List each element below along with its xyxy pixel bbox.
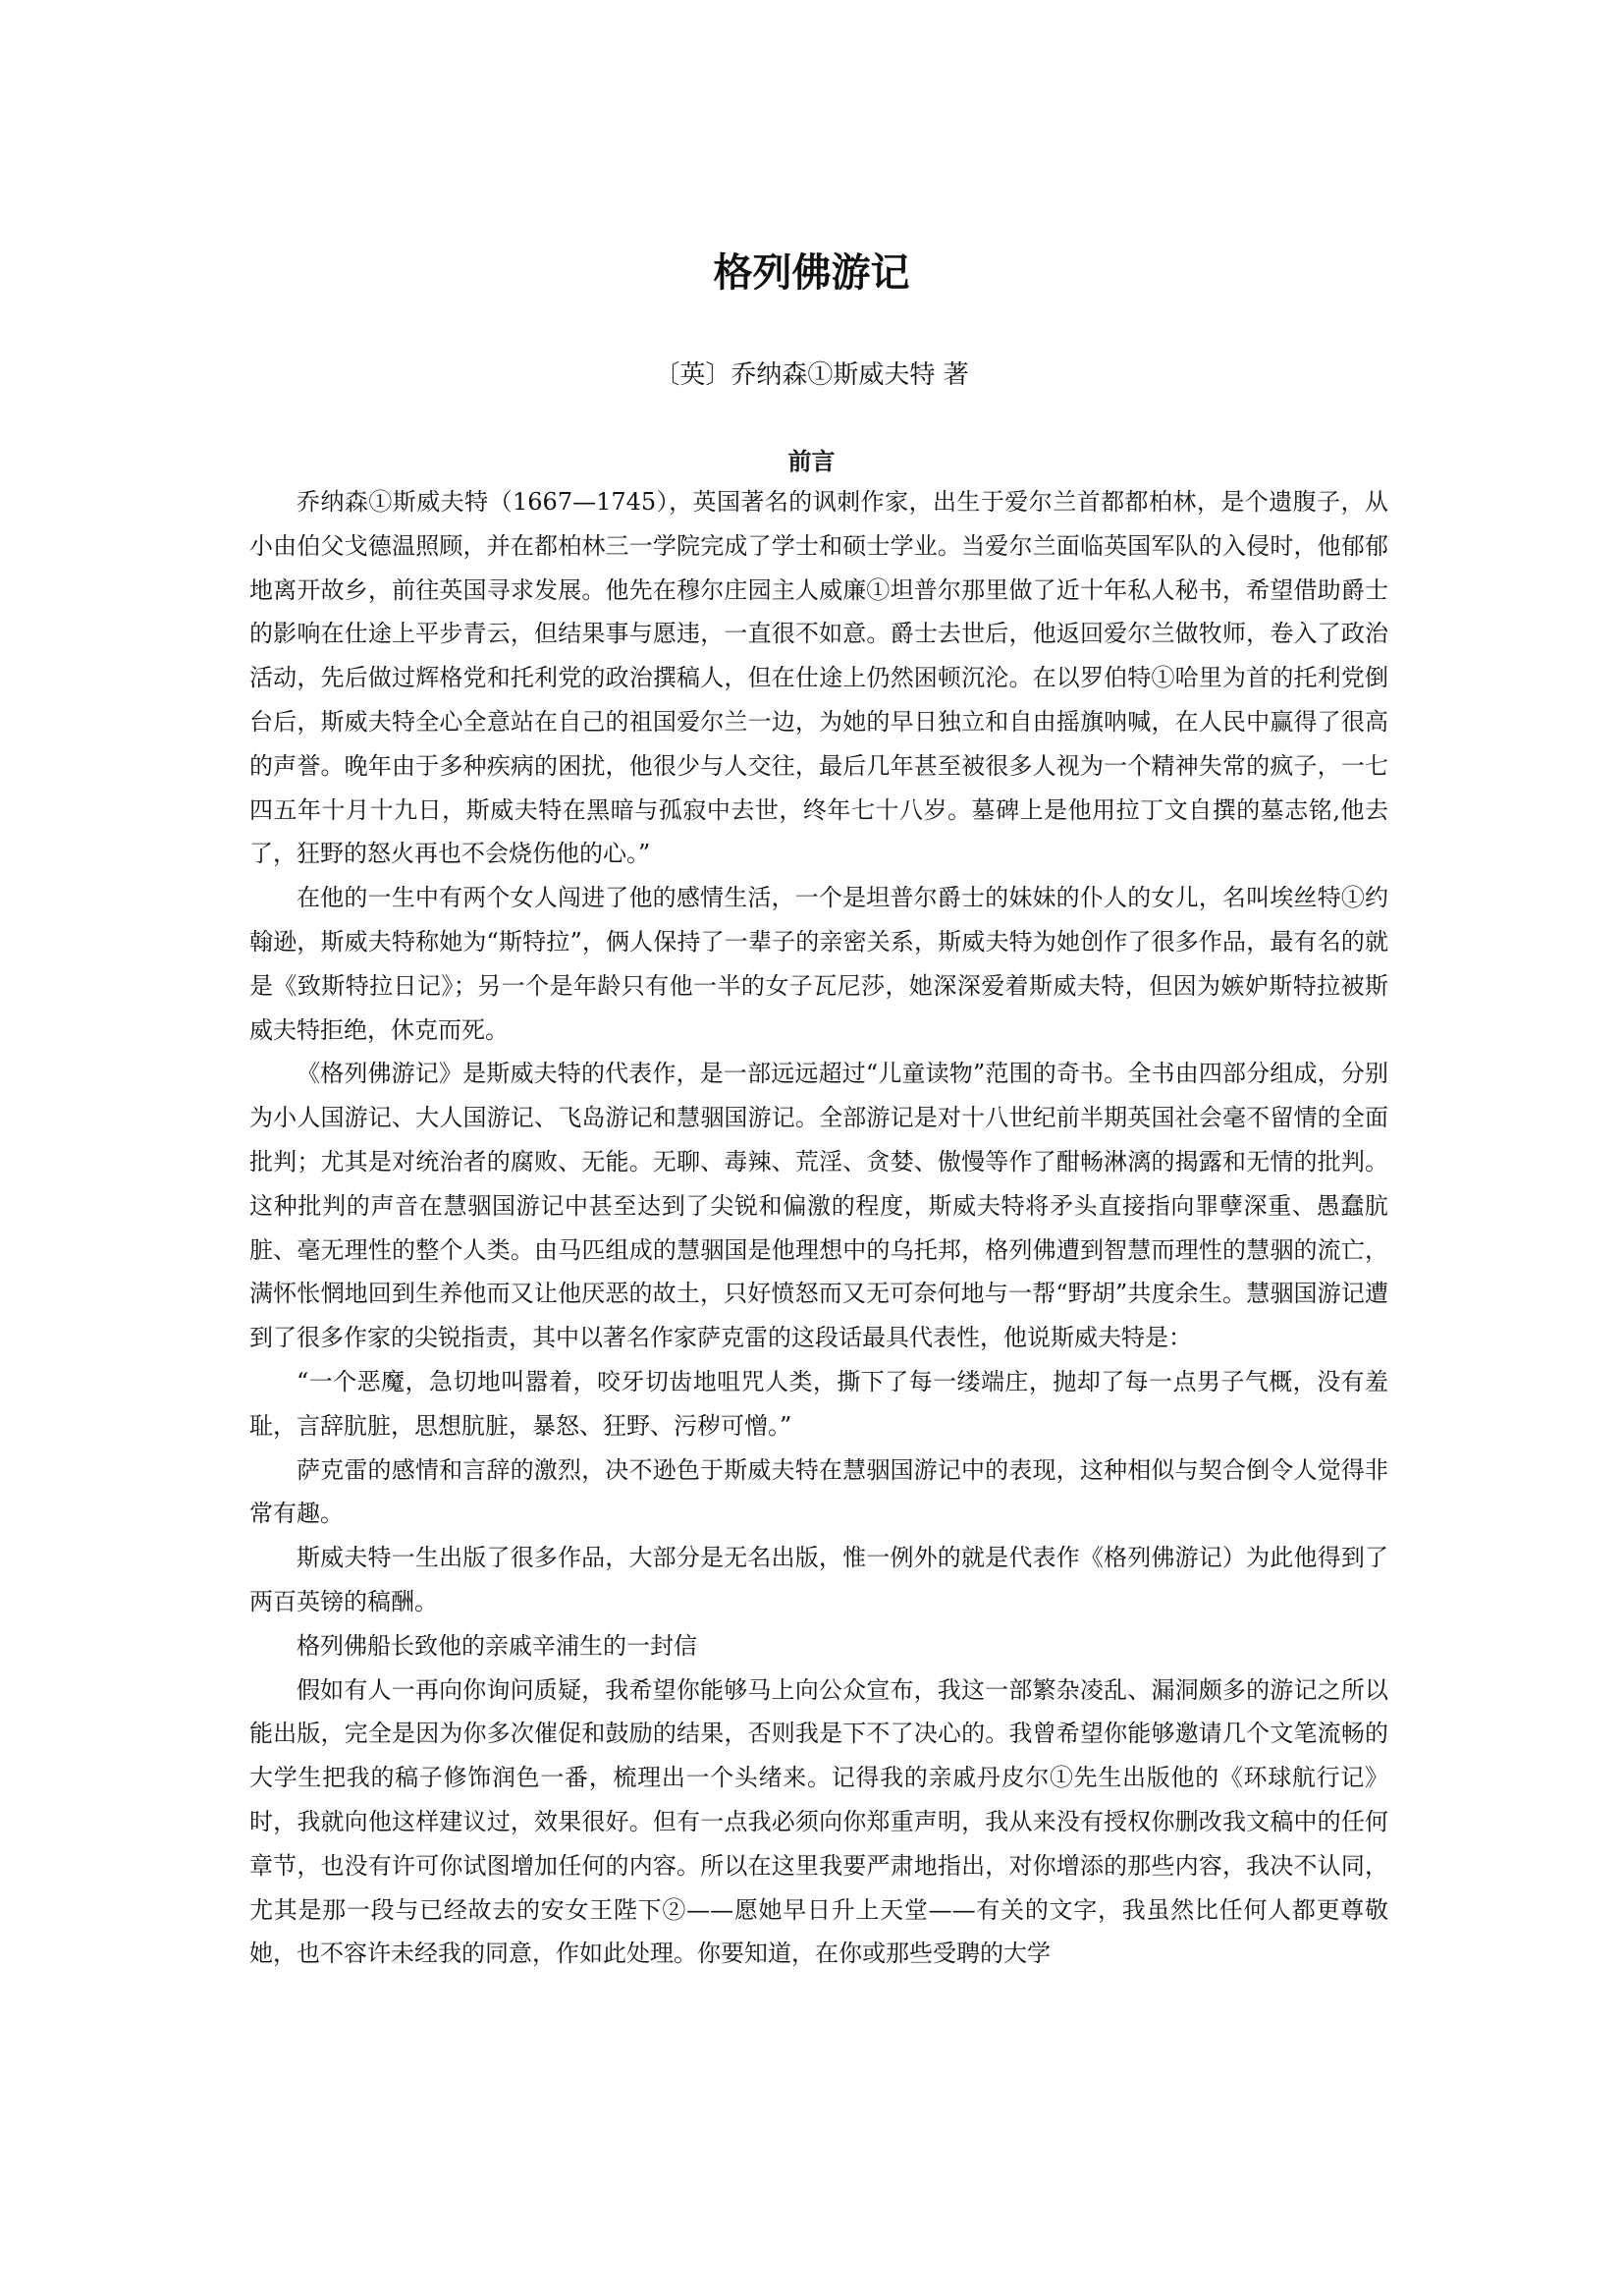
quotation-paragraph: “一个恶魔，急切地叫嚣着，咬牙切齿地咀咒人类，撕下了每一缕端庄，抛却了每一点男子气概，没有羞耻，言辞肮脏，思想肮脏，暴怒、狂野、污秽可憎。” bbox=[249, 1367, 1388, 1440]
author-line: 〔英〕乔纳森①斯威夫特 著 bbox=[654, 360, 969, 390]
paragraph: 假如有人一再向你询问质疑，我希望你能够马上向公众宣布，我这一部繁杂凌乱、漏洞颇多的游记之所以能出版，完全是因为你多次催促和鼓励的结果，否则我是下不了决心的。我曾希望你能够邀请几个文笔流畅的大学生把我的稿子修饰润色一番，梳理出一个头绪来。记得我的亲戚丹皮尔①先生出版他的《环球航行记》时，我就向他这样建议过，效果很好。但有一点我必须向你郑重声明，我从来没有授权你删改我文稿中的任何章节，也没有许可你试图增加任何的内容。所以在这里我要严肃地指出，对你增添的那些内容，我决不认同，尤其是那一段与已经故去的安女王陛下②——愿她早日升上天堂——有关的文字，我虽然比任何人都更尊敬她，也不容许未经我的同意，作如此处理。你要知道，在你或那些受聘的大学 bbox=[249, 1675, 1388, 1968]
paragraph: 《格列佛游记》是斯威夫特的代表作，是一部远远超过“儿童读物”范围的奇书。全书由四部分组成，分别为小人国游记、大人国游记、飞岛游记和慧骃国游记。全部游记是对十八世纪前半期英国社会毫不留情的全面批判；尤其是对统治者的腐败、无能。无聊、毒辣、荒淫、贪婪、傲慢等作了酣畅淋漓的揭露和无情的批判。这种批判的声音在慧骃国游记中甚至达到了尖锐和偏激的程度，斯威夫特将矛头直接指向罪孽深重、愚蠢肮脏、毫无理性的整个人类。由马匹组成的慧骃国是他理想中的乌托邦，格列佛遭到智慧而理性的慧骃的流亡，满怀怅惘地回到生养他而又让他厌恶的故土，只好愤怒而又无可奈何地与一帮“野胡”共度余生。慧骃国游记遭到了很多作家的尖锐指责，其中以著名作家萨克雷的这段话最具代表性，他说斯威夫特是： bbox=[249, 1060, 1388, 1352]
body-text bbox=[249, 480, 1388, 1976]
paragraph: 乔纳森①斯威夫特（1667—1745），英国著名的讽刺作家，出生于爱尔兰首都都柏林，是个遗腹子，从小由伯父戈德温照顾，并在都柏林三一学院完成了学士和硕士学业。当爱尔兰面临英国军队的入侵时，他郁郁地离开故乡，前往英国寻求发展。他先在穆尔庄园主人威廉①坦普尔那里做了近十年私人秘书，希望借助爵士的影响在仕途上平步青云，但结果事与愿违，一直很不如意。爵士去世后，他返回爱尔兰做牧师，卷入了政治活动，先后做过辉格党和托利党的政治撰稿人，但在仕途上仍然困顿沉沦。在以罗伯特①哈里为首的托利党倒台后，斯威夫特全心全意站在自己的祖国爱尔兰一边，为她的早日独立和自由摇旗呐喊，在人民中赢得了很高的声誉。晚年由于多种疾病的困扰，他很少与人交往，最后几年甚至被很多人视为一个精神失常的疯子，一七四五年十月十九日，斯威夫特在黑暗与孤寂中去世，终年七十八岁。墓碑上是他用拉丁文自撰的墓志铭,他去了，狂野的怒火再也不会烧伤他的心。” bbox=[249, 488, 1388, 868]
section-heading: 前言 bbox=[787, 448, 836, 475]
document-title: 格列佛游记 bbox=[713, 250, 910, 296]
paragraph: 斯威夫特一生出版了很多作品，大部分是无名出版，惟一例外的就是代表作《格列佛游记）为此他得到了两百英镑的稿酬。 bbox=[249, 1544, 1388, 1615]
paragraph: 萨克雷的感情和言辞的激烈，决不逊色于斯威夫特在慧骃国游记中的表现，这种相似与契合倒令人觉得非常有趣。 bbox=[249, 1455, 1388, 1528]
letter-heading: 格列佛船长致他的亲戚辛浦生的一封信 bbox=[297, 1631, 697, 1660]
paragraph: 在他的一生中有两个女人闯进了他的感情生活，一个是坦普尔爵士的妹妹的仆人的女儿，名叫埃丝特①约翰逊，斯威夫特称她为“斯特拉”，俩人保持了一辈子的亲密关系，斯威夫特为她创作了很多作品，最有名的就是《致斯特拉日记》；另一个是年龄只有他一半的女子瓦尼莎，她深深爱着斯威夫特，但因为嫉妒斯特拉被斯威夫特拒绝，休克而死。 bbox=[249, 884, 1388, 1044]
